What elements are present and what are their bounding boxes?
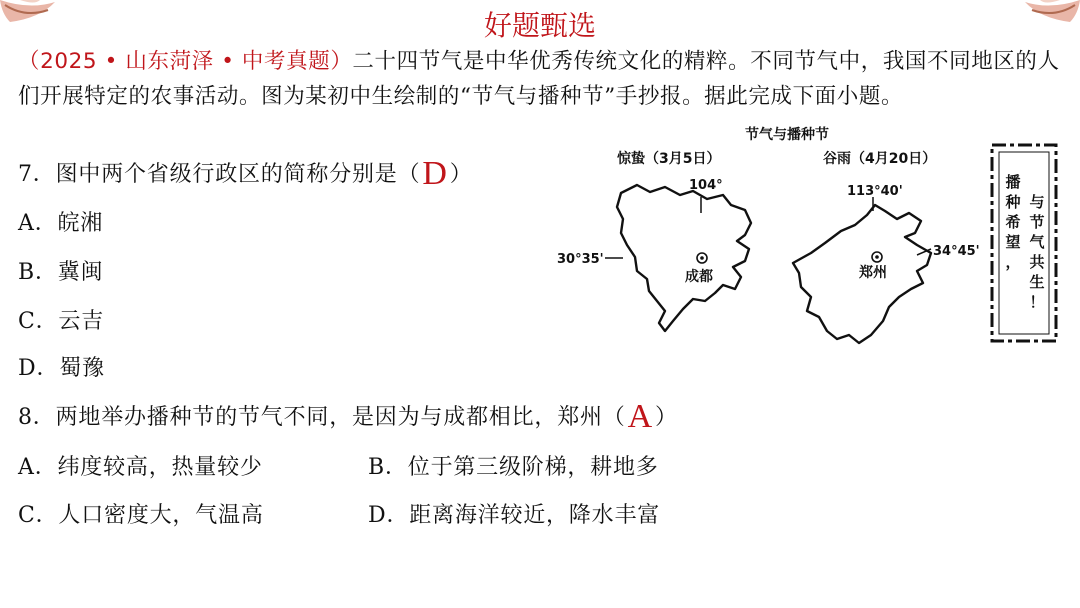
right-city-label: 郑州 [859, 265, 887, 281]
svg-text:望: 望 [1005, 233, 1021, 251]
left-term-label: 惊蛰（3月5日） [617, 151, 721, 167]
question-7-stem: 7．图中两个省级行政区的简称分别是（D） [18, 155, 473, 192]
svg-text:与: 与 [1029, 193, 1045, 211]
slogan-column-2 [1029, 193, 1045, 311]
question-intro [18, 44, 1063, 114]
sichuan-province-outline [617, 185, 751, 331]
left-city-label: 成都 [685, 269, 713, 285]
question-8-option-a[interactable]: A．纬度较高，热量较少 [18, 455, 263, 480]
question-source: （2025 • 山东菏泽 • 中考真题） [18, 49, 353, 74]
question-8-stem: 8．两地举办播种节的节气不同，是因为与成都相比，郑州（A） [18, 398, 678, 435]
svg-text:！: ！ [1029, 293, 1045, 311]
slogan-column-1 [1004, 173, 1020, 272]
figure-title: 节气与播种节 [745, 127, 829, 143]
right-longitude-label: 113°40' [847, 184, 903, 199]
svg-text:节: 节 [1029, 213, 1045, 231]
question-7-option-b[interactable]: B．冀闽 [18, 260, 104, 285]
question-8-option-c[interactable]: C．人口密度大，气温高 [18, 503, 264, 528]
svg-text:种: 种 [1005, 193, 1021, 211]
svg-text:，: ， [1005, 253, 1021, 271]
page-title: 好题甄选 [483, 9, 596, 42]
svg-text:播: 播 [1005, 173, 1021, 191]
right-term-label: 谷雨（4月20日） [823, 151, 937, 167]
left-longitude-label: 104° [689, 178, 723, 193]
svg-text:生: 生 [1029, 273, 1045, 291]
question-7-option-a[interactable]: A．皖湘 [18, 211, 104, 236]
svg-text:希: 希 [1005, 213, 1021, 231]
question-7-option-c[interactable]: C．云吉 [18, 309, 105, 334]
svg-text:气: 气 [1029, 233, 1045, 251]
slogan-box [992, 145, 1056, 341]
intro-text: 二十四节气是中华优秀传统文化的精粹。不同节气中，我国不同地区的人们开展特定的农事活动。图为某初中生绘制的“节气与播种节”手抄报。据此完成下面小题。 [18, 49, 1060, 109]
question-8-answer: A [627, 398, 653, 435]
question-8-option-b[interactable]: B．位于第三级阶梯，耕地多 [368, 455, 659, 480]
left-latitude-label: 30°35' [557, 252, 604, 267]
handwritten-poster-figure [555, 125, 1060, 350]
right-latitude-label: 34°45' [933, 244, 980, 259]
question-8-option-d[interactable]: D．距离海洋较近，降水丰富 [368, 503, 661, 528]
question-7-option-d[interactable]: D．蜀豫 [18, 356, 105, 381]
question-7-answer: D [422, 155, 448, 192]
svg-text:共: 共 [1029, 253, 1045, 271]
